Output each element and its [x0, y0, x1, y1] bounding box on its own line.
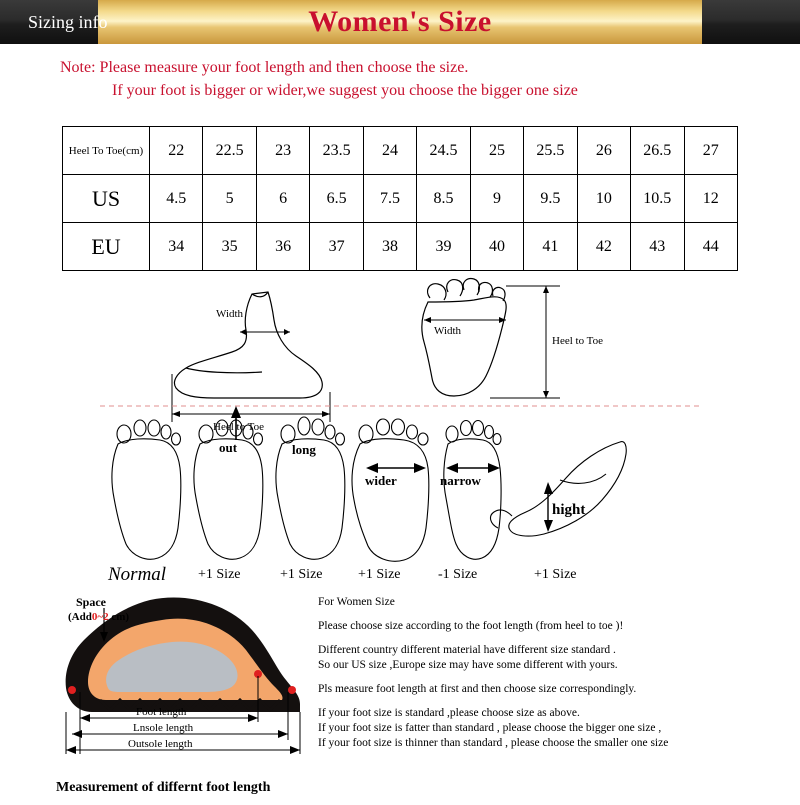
note-line-2: If your foot is bigger or wider,we suggest you choose the bigger one size — [112, 82, 578, 99]
cell: 9 — [470, 175, 523, 223]
row-label-eu: EU — [63, 223, 150, 271]
cell: 7.5 — [363, 175, 416, 223]
cell: 23 — [256, 127, 309, 175]
size-conversion-table — [62, 126, 738, 271]
cell: 12 — [684, 175, 737, 223]
measure-point-toe — [288, 686, 296, 694]
table-row — [63, 175, 738, 223]
outsole-length-label: Outsole length — [128, 738, 193, 750]
foot-shape-normal — [112, 420, 181, 559]
side-view-foot-diagram — [174, 292, 322, 398]
cell: 4.5 — [150, 175, 203, 223]
cell: 44 — [684, 223, 737, 271]
space-add-label: (Add0~2 cm) — [68, 611, 130, 623]
info-line-7: If your foot size is thinner than standard , please choose the smaller one size — [318, 737, 669, 749]
foot-shape-top-label-narrow: narrow — [440, 473, 481, 488]
insole-length-label: Lnsole length — [133, 722, 194, 734]
cell: 10 — [577, 175, 630, 223]
top-view-foot-diagram — [422, 279, 506, 396]
table-row — [63, 127, 738, 175]
top-view-length-label: Heel to Toe — [552, 335, 603, 347]
cell: 24.5 — [417, 127, 470, 175]
foot-length-label: Foot length — [136, 706, 187, 718]
top-view-length-arrow — [490, 286, 560, 398]
page-title: Women's Size — [308, 5, 492, 38]
cell: 23.5 — [310, 127, 363, 175]
cell: 25 — [470, 127, 523, 175]
foot-shape-top-label-wider: wider — [365, 473, 397, 488]
cell: 25.5 — [524, 127, 577, 175]
wider-arrow — [366, 463, 426, 473]
cell: 22 — [150, 127, 203, 175]
cell: 26 — [577, 127, 630, 175]
space-label: Space — [76, 595, 106, 609]
foot-shape-label-narrow: -1 Size — [438, 567, 478, 582]
measurement-caption: Measurement of differnt foot length — [56, 780, 271, 795]
foot-diagrams-section — [0, 272, 800, 584]
cell: 5 — [203, 175, 256, 223]
note-block — [60, 56, 750, 102]
side-view-width-arrow — [240, 329, 290, 335]
info-line-4: Pls measure foot length at first and then choose size correspondingly. — [318, 683, 637, 695]
cell: 6.5 — [310, 175, 363, 223]
info-line-6: If your foot size is fatter than standard , please choose the bigger one size , — [318, 722, 662, 734]
cell: 6 — [256, 175, 309, 223]
cell: 41 — [524, 223, 577, 271]
foot-shape-long — [276, 417, 345, 559]
size-info-text — [318, 596, 788, 752]
top-view-width-arrow — [424, 317, 506, 323]
measure-point-heel — [68, 686, 76, 694]
info-line-2: Different country different material have different size standard . — [318, 644, 616, 656]
cell: 35 — [203, 223, 256, 271]
foot-shape-narrow — [444, 421, 501, 560]
cell: 37 — [310, 223, 363, 271]
info-line-1: Please choose size according to the foot length (from heel to toe )! — [318, 620, 624, 632]
cell: 38 — [363, 223, 416, 271]
narrow-arrow — [446, 463, 500, 473]
info-line-5: If your foot size is standard ,please choose size as above. — [318, 707, 580, 719]
foot-shape-top-label-long: long — [292, 442, 316, 457]
header-bar — [0, 0, 800, 44]
foot-shape-label-out: +1 Size — [198, 567, 241, 582]
foot-shape-wider — [352, 419, 429, 561]
cell: 42 — [577, 223, 630, 271]
side-view-length-label: Heel to Toe — [213, 421, 264, 433]
foot-shape-top-label-hight: hight — [552, 502, 586, 518]
foot-shape-hight — [491, 442, 627, 536]
cell: 43 — [631, 223, 684, 271]
foot-shape-label-long: +1 Size — [280, 567, 323, 582]
cell: 9.5 — [524, 175, 577, 223]
row-label-us: US — [63, 175, 150, 223]
cell: 22.5 — [203, 127, 256, 175]
cell: 26.5 — [631, 127, 684, 175]
cell: 39 — [417, 223, 470, 271]
row-label-heel-to-toe: Heel To Toe(cm) — [63, 127, 150, 175]
side-view-width-label: Width — [216, 308, 244, 320]
cell: 8.5 — [417, 175, 470, 223]
top-view-width-label: Width — [434, 325, 462, 337]
foot-shape-top-label-out: out — [219, 440, 238, 455]
info-line-3: So our US size ,Europe size may have some different with yours. — [318, 659, 618, 671]
cell: 24 — [363, 127, 416, 175]
foot-shape-label-hight: +1 Size — [534, 567, 577, 582]
table-row — [63, 223, 738, 271]
cell: 34 — [150, 223, 203, 271]
sizing-info-label: Sizing info — [28, 12, 108, 32]
note-line-1: Note: Please measure your foot length and then choose the size. — [60, 59, 469, 76]
foot-shape-label-wider: +1 Size — [358, 567, 401, 582]
cell: 27 — [684, 127, 737, 175]
info-heading: For Women Size — [318, 596, 395, 608]
cell: 10.5 — [631, 175, 684, 223]
cell: 40 — [470, 223, 523, 271]
cell: 36 — [256, 223, 309, 271]
foot-shape-label-normal: Normal — [108, 564, 167, 584]
